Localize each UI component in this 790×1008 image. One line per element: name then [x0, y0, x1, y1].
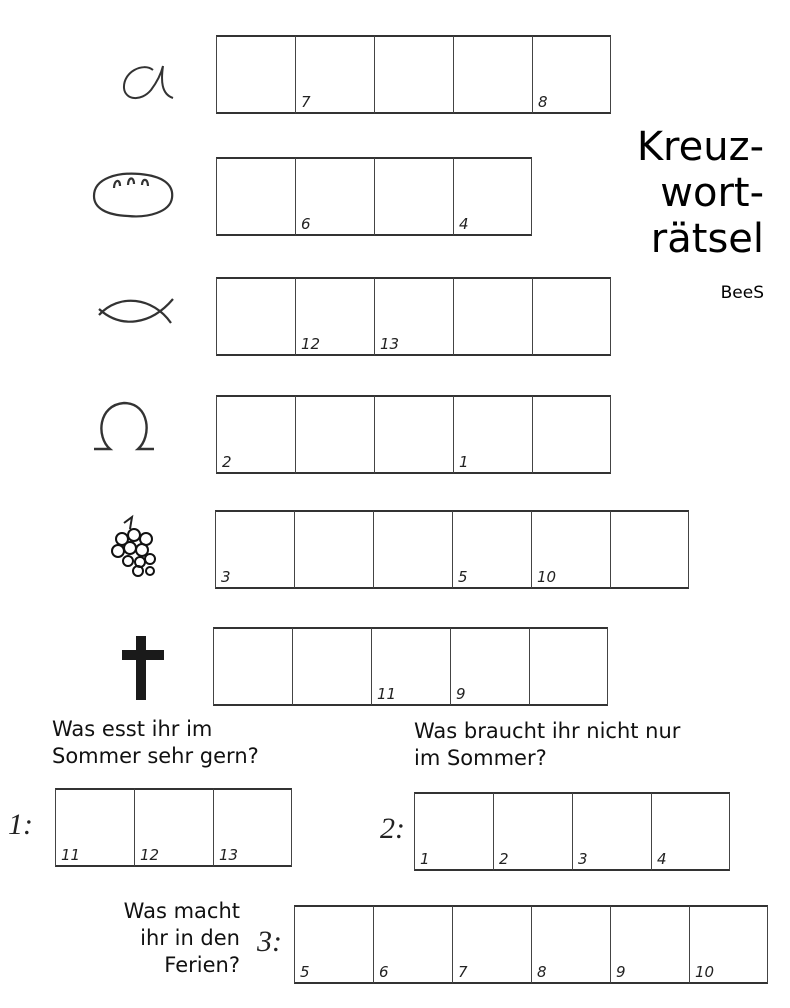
letter-box[interactable] [532, 35, 611, 114]
box-number: 11 [377, 685, 397, 703]
box-number: 4 [657, 850, 667, 868]
box-number: 3 [221, 568, 231, 586]
question-2-label: 2: [380, 812, 405, 845]
author-label: BeeS [720, 283, 764, 303]
letter-box[interactable] [414, 792, 493, 871]
letter-box[interactable] [374, 277, 453, 356]
letter-box[interactable] [374, 395, 453, 474]
box-number: 3 [578, 850, 588, 868]
box-number: 6 [301, 215, 311, 233]
box-number: 13 [380, 335, 400, 353]
letter-box[interactable] [215, 510, 294, 589]
letter-box[interactable] [529, 627, 608, 706]
box-number: 5 [458, 568, 468, 586]
question-1-label: 1: [8, 808, 33, 841]
letter-box[interactable] [213, 627, 292, 706]
letter-box[interactable] [374, 157, 453, 236]
letter-box[interactable] [453, 157, 532, 236]
word-grid-row-2 [216, 157, 532, 236]
box-number: 7 [458, 963, 468, 981]
letter-box[interactable] [532, 395, 611, 474]
box-number: 8 [538, 93, 548, 111]
letter-box[interactable] [295, 35, 374, 114]
letter-box[interactable] [450, 627, 529, 706]
letter-box[interactable] [134, 788, 213, 867]
letter-box[interactable] [689, 905, 768, 984]
letter-box[interactable] [295, 157, 374, 236]
letter-box[interactable] [373, 905, 452, 984]
box-number: 1 [459, 453, 469, 471]
box-number: 4 [459, 215, 469, 233]
box-number: 2 [499, 850, 509, 868]
answer-grid-2 [414, 792, 730, 871]
letter-box[interactable] [216, 157, 295, 236]
box-number: 13 [219, 846, 239, 864]
box-number: 6 [379, 963, 389, 981]
box-number: 9 [456, 685, 466, 703]
letter-box[interactable] [292, 627, 371, 706]
letter-box[interactable] [294, 905, 373, 984]
word-grid-row-5 [215, 510, 689, 589]
question-1-text: Was esst ihr im Sommer sehr gern? [52, 717, 259, 768]
answer-grid-1 [55, 788, 292, 867]
letter-box[interactable] [610, 905, 689, 984]
box-number: 2 [222, 453, 232, 471]
alpha-icon [115, 50, 185, 110]
bread-icon [88, 168, 178, 223]
box-number: 12 [301, 335, 321, 353]
box-number: 10 [537, 568, 557, 586]
letter-box[interactable] [295, 395, 374, 474]
letter-box[interactable] [294, 510, 373, 589]
word-grid-row-6 [213, 627, 608, 706]
box-number: 11 [61, 846, 81, 864]
letter-box[interactable] [572, 792, 651, 871]
letter-box[interactable] [453, 395, 532, 474]
letter-box[interactable] [532, 277, 611, 356]
word-grid-row-1 [216, 35, 611, 114]
box-number: 12 [140, 846, 160, 864]
letter-box[interactable] [651, 792, 730, 871]
box-number: 5 [300, 963, 310, 981]
omega-icon [90, 393, 160, 455]
answer-grid-3 [294, 905, 768, 984]
letter-box[interactable] [374, 35, 453, 114]
letter-box[interactable] [531, 905, 610, 984]
box-number: 9 [616, 963, 626, 981]
letter-box[interactable] [371, 627, 450, 706]
letter-box[interactable] [493, 792, 572, 871]
word-grid-row-3 [216, 277, 611, 356]
word-grid-row-4 [216, 395, 611, 474]
letter-box[interactable] [216, 35, 295, 114]
box-number: 1 [420, 850, 430, 868]
letter-box[interactable] [216, 277, 295, 356]
page-title: Kreuz- wort- rätsel [636, 124, 764, 262]
letter-box[interactable] [531, 510, 610, 589]
box-number: 8 [537, 963, 547, 981]
fish-icon [95, 293, 180, 333]
letter-box[interactable] [213, 788, 292, 867]
letter-box[interactable] [295, 277, 374, 356]
box-number: 10 [695, 963, 715, 981]
letter-box[interactable] [55, 788, 134, 867]
question-3-label: 3: [257, 925, 282, 958]
letter-box[interactable] [452, 510, 531, 589]
question-3-text: Was macht ihr in den Ferien? [123, 899, 240, 977]
question-2-text: Was braucht ihr nicht nur im Sommer? [414, 719, 681, 770]
letter-box[interactable] [610, 510, 689, 589]
grapes-icon [108, 513, 168, 583]
letter-box[interactable] [453, 277, 532, 356]
letter-box[interactable] [452, 905, 531, 984]
cross-icon [118, 634, 168, 702]
letter-box[interactable] [453, 35, 532, 114]
letter-box[interactable] [216, 395, 295, 474]
box-number: 7 [301, 93, 311, 111]
letter-box[interactable] [373, 510, 452, 589]
